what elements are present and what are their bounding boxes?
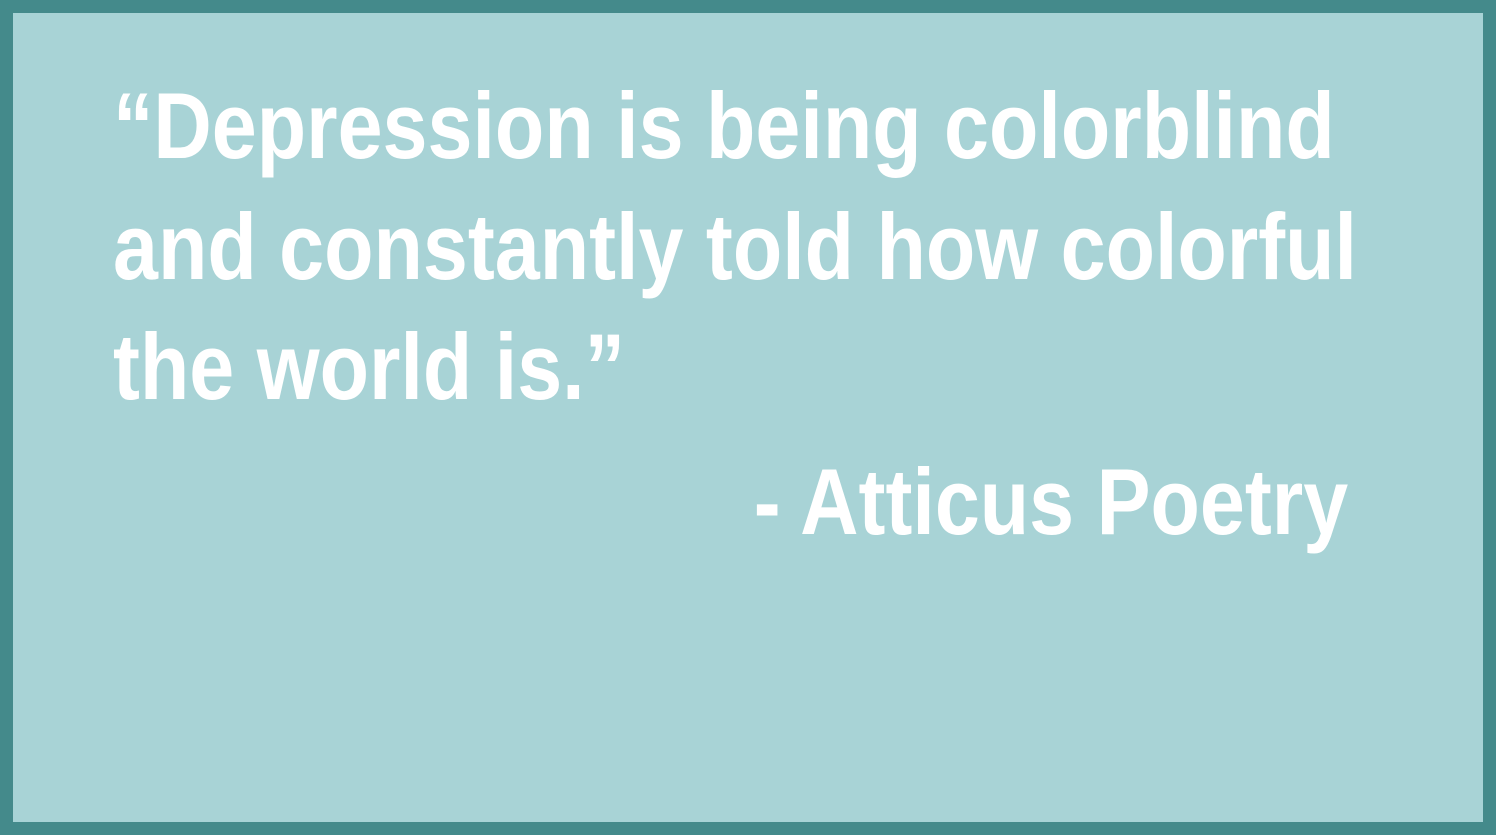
quote-line-1: “Depression is being colorblind xyxy=(113,73,1335,178)
quote-line-2: and constantly told how colorful xyxy=(113,194,1358,299)
quote-line-3: the world is.” xyxy=(113,314,626,419)
quote-attribution: - Atticus Poetry xyxy=(753,449,1348,554)
